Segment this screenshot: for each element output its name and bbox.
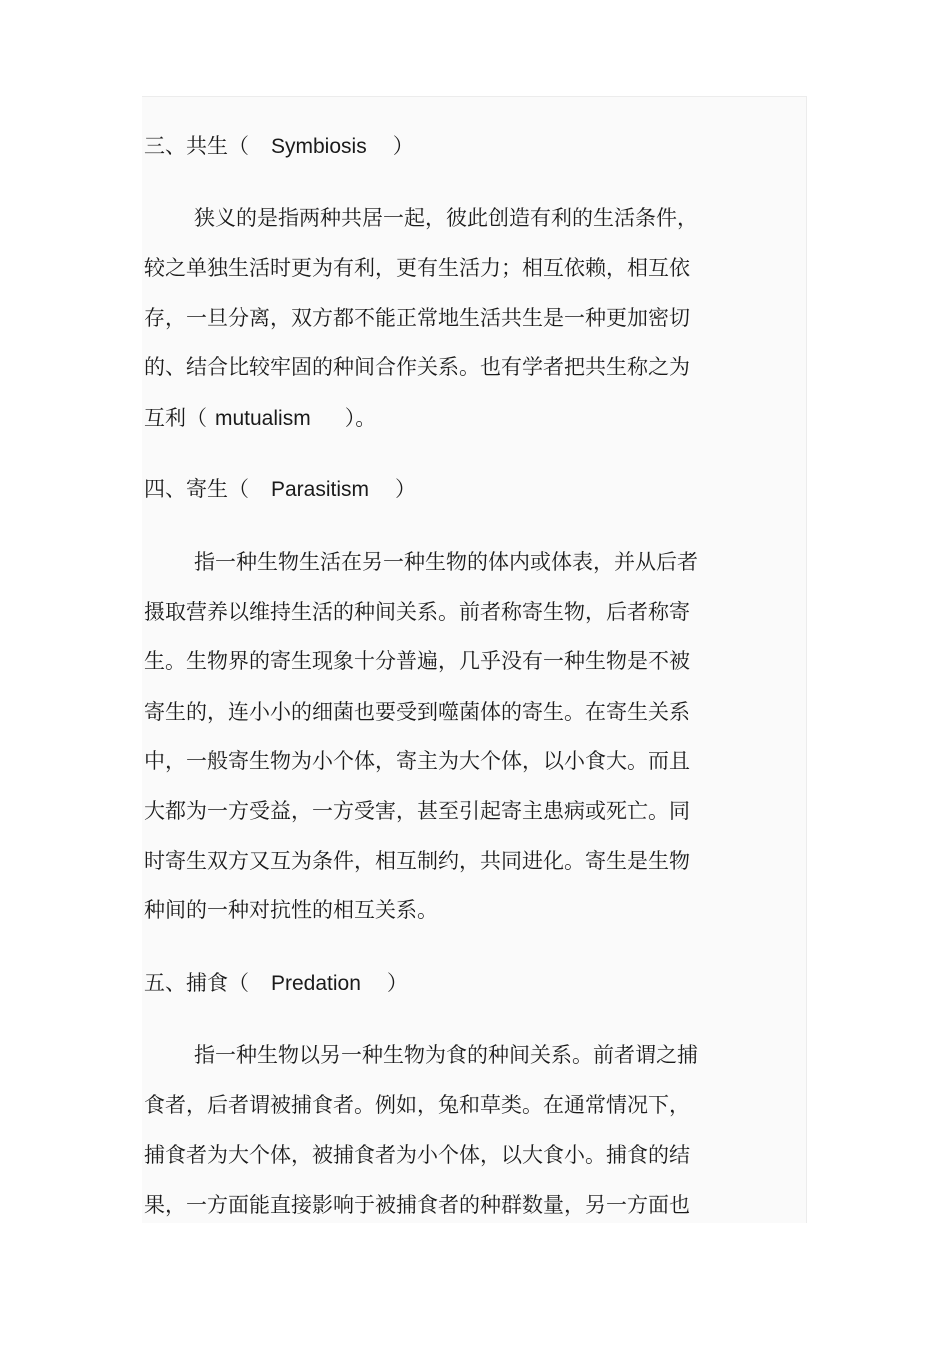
line-prefix: 互利（ xyxy=(144,406,207,430)
paragraph-line-mutualism xyxy=(144,403,376,434)
paragraph-line: 果，一方面能直接影响于被捕食者的种群数量，另一方面也 xyxy=(144,1193,690,1217)
paragraph-line: 捕食者为大个体，被捕食者为小个体，以大食小。捕食的结 xyxy=(144,1143,690,1167)
paragraph-line: 摄取营养以维持生活的种间关系。前者称寄生物，后者称寄 xyxy=(144,600,690,624)
line-latin: mutualism xyxy=(215,407,311,430)
paragraph-line: 较之单独生活时更为有利，更有生活力；相互依赖，相互依 xyxy=(144,256,690,280)
paragraph-line: 狭义的是指两种共居一起，彼此创造有利的生活条件， xyxy=(194,206,698,230)
paragraph-line: 种间的一种对抗性的相互关系。 xyxy=(144,898,438,922)
section-heading-parasitism xyxy=(144,474,416,505)
paragraph-line: 中，一般寄生物为小个体，寄主为大个体，以小食大。而且 xyxy=(144,749,690,773)
paragraph-line: 大都为一方受益，一方受害，甚至引起寄主患病或死亡。同 xyxy=(144,799,690,823)
section-heading-predation xyxy=(144,968,408,999)
paragraph-line: 存，一旦分离，双方都不能正常地生活共生是一种更加密切 xyxy=(144,306,690,330)
heading-suffix: ） xyxy=(395,477,417,501)
line-suffix: ）。 xyxy=(344,406,377,430)
heading-prefix: 五、捕食（ xyxy=(144,971,249,995)
paragraph-line: 时寄生双方又互为条件，相互制约，共同进化。寄生是生物 xyxy=(144,849,690,873)
heading-suffix: ） xyxy=(386,971,408,995)
paragraph-line: 指一种生物以另一种生物为食的种间关系。前者谓之捕 xyxy=(194,1043,698,1067)
heading-prefix: 三、共生（ xyxy=(144,134,249,158)
heading-latin: Parasitism xyxy=(271,478,370,501)
paragraph-line: 食者，后者谓被捕食者。例如，兔和草类。在通常情况下， xyxy=(144,1093,690,1117)
heading-latin: Symbiosis xyxy=(271,135,367,158)
paragraph-line: 的、结合比较牢固的种间合作关系。也有学者把共生称之为 xyxy=(144,355,690,379)
paragraph-line: 生。生物界的寄生现象十分普遍，几乎没有一种生物是不被 xyxy=(144,649,690,673)
section-heading-symbiosis xyxy=(144,131,414,162)
heading-latin: Predation xyxy=(271,972,361,995)
heading-suffix: ） xyxy=(392,134,414,158)
heading-prefix: 四、寄生（ xyxy=(144,477,249,501)
paragraph-line: 寄生的，连小小的细菌也要受到噬菌体的寄生。在寄生关系 xyxy=(144,700,690,724)
paragraph-line: 指一种生物生活在另一种生物的体内或体表，并从后者 xyxy=(194,550,698,574)
